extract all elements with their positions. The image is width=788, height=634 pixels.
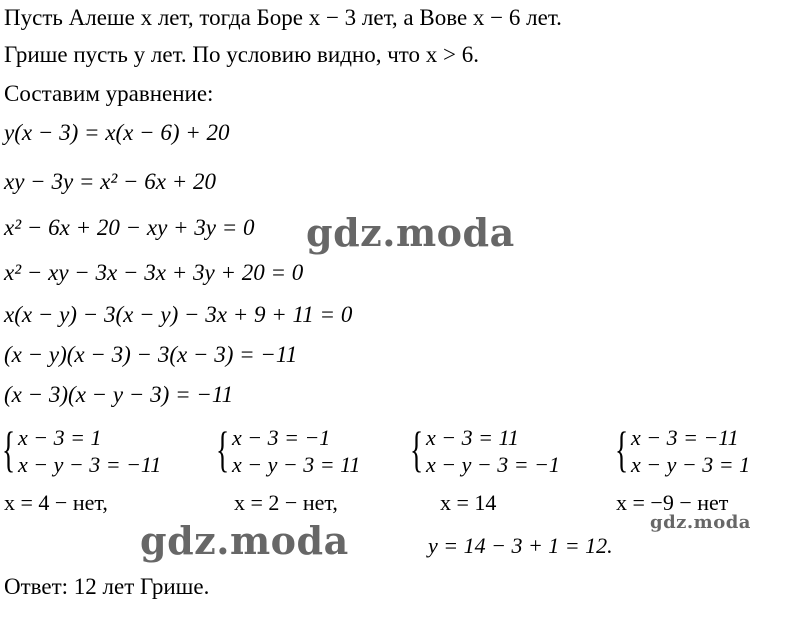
system-1-result: x = 4 − нет,: [4, 490, 108, 515]
answer-text: Ответ: 12 лет Грише.: [4, 574, 210, 599]
system-3-eq-1: x − 3 = 11: [426, 425, 519, 450]
brace-icon: {: [615, 421, 629, 477]
equation-line-5: x(x − y) − 3(x − y) − 3x + 9 + 11 = 0: [4, 302, 353, 327]
system-2-eq-2: x − y − 3 = 11: [232, 452, 361, 477]
text-line-1: Пусть Алеше x лет, тогда Боре x − 3 лет, а Вове x − 6 лет.: [4, 5, 562, 30]
equation-line-1: y(x − 3) = x(x − 6) + 20: [4, 120, 230, 145]
system-4-eq-2: x − y − 3 = 1: [631, 452, 751, 477]
brace-icon: {: [2, 421, 16, 477]
y-result: y = 14 − 3 + 1 = 12.: [428, 533, 613, 558]
equation-line-2: xy − 3y = x² − 6x + 20: [4, 169, 217, 194]
text-line-2: Грише пусть y лет. По условию видно, что x > 6.: [4, 42, 480, 67]
brace-icon: {: [410, 421, 424, 477]
system-4-eq-1: x − 3 = −11: [631, 425, 739, 450]
system-2-result: x = 2 − нет,: [234, 490, 338, 515]
equation-line-7: (x − 3)(x − y − 3) = −11: [4, 382, 234, 407]
equation-line-3: x² − 6x + 20 − xy + 3y = 0: [4, 215, 255, 240]
system-3-eq-2: x − y − 3 = −1: [426, 452, 560, 477]
system-2-eq-1: x − 3 = −1: [232, 425, 331, 450]
system-3-result: x = 14: [440, 490, 497, 515]
system-4-result: x = −9 − нет: [616, 490, 729, 515]
system-1-eq-1: x − 3 = 1: [18, 425, 102, 450]
equation-line-4: x² − xy − 3x − 3x + 3y + 20 = 0: [4, 260, 304, 285]
text-line-3: Составим уравнение:: [4, 81, 214, 106]
brace-icon: {: [216, 421, 230, 477]
watermark-logo: gdz.moda: [306, 210, 515, 255]
watermark-logo: gdz.moda: [140, 518, 349, 563]
watermark-logo: gdz.moda: [650, 512, 751, 533]
equation-line-6: (x − y)(x − 3) − 3(x − 3) = −11: [4, 342, 298, 367]
system-1-eq-2: x − y − 3 = −11: [18, 452, 162, 477]
